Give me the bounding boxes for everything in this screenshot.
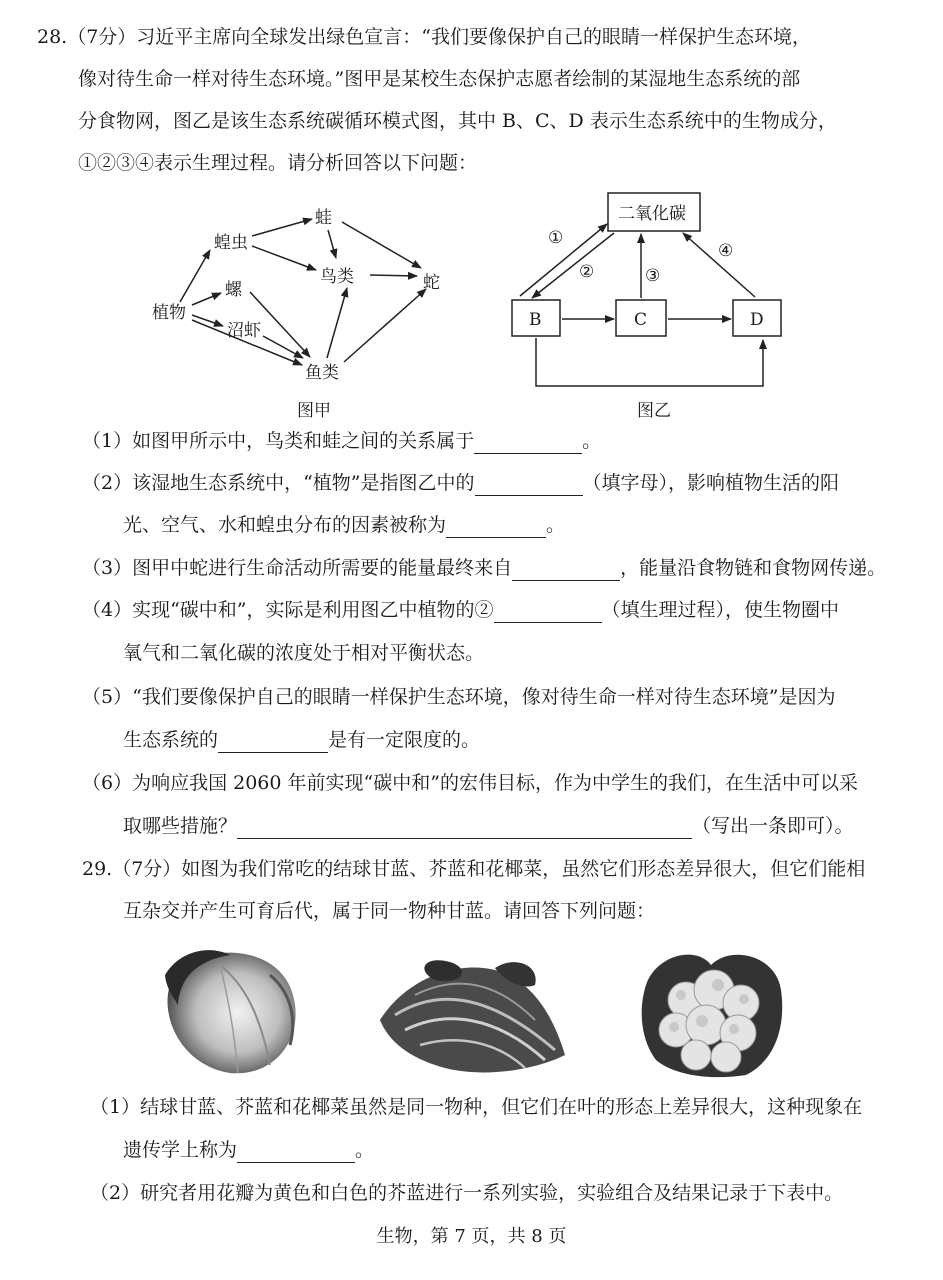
arrow-plant-snail [192,293,221,305]
co2-label: 二氧化碳 [618,204,686,224]
q28-sub2a-text: （2）该湿地生态系统中，“植物”是指图乙中的 [82,472,475,494]
answer-blank[interactable] [475,473,583,496]
node-locust: 蝗虫 [214,233,248,253]
box-c-label: C [634,310,648,330]
arrow-process-2 [532,233,614,298]
q28-sub6b-text: 取哪些措施？ [123,815,238,837]
process-3-label: ③ [645,266,661,286]
process-1-label: ① [548,228,564,248]
q28-sub5a: （5）“我们要像保护自己的眼睛一样保护生态环境，像对待生命一样对待生态环境”是因为 [82,686,836,708]
page-footer: 生物，第 7 页，共 8 页 [376,1226,567,1247]
arrow-frog-bird [328,230,336,258]
q28-sub5b-end: 是有一定限度的。 [328,729,481,751]
node-bird: 鸟类 [320,267,354,287]
answer-blank[interactable] [237,1140,355,1163]
figure-yi-caption: 图乙 [637,401,671,421]
q28-sub1-text: （1）如图甲所示中，鸟类和蛙之间的关系属于 [82,430,475,452]
q29-sub1b-text: 遗传学上称为 [123,1139,238,1161]
arrow-fish-snake [344,289,426,362]
box-d-label: D [750,310,764,330]
arrow-fish-bird [327,288,347,358]
arrow-process-1 [520,224,607,296]
q28-sub1-end: 。 [582,430,602,452]
arrow-bird-snake [370,275,417,276]
q28-sub3 [82,555,886,581]
q29-sub1a: （1）结球甘蓝、芥蓝和花椰菜虽然是同一物种，但它们在叶的形态上差异很大，这种现象在 [90,1096,863,1118]
chinese-kale-image [375,950,570,1078]
node-fish: 鱼类 [305,363,339,383]
cauliflower-image [636,945,786,1080]
node-plant: 植物 [152,303,186,323]
q28-sub3-end: ，能量沿食物链和食物网传递。 [620,557,887,579]
q29-sub1b-end: 。 [355,1139,375,1161]
arrow-locust-bird [252,246,316,270]
q28-sub2b-text: 光、空气、水和蝗虫分布的因素被称为 [123,514,447,536]
q28-stem-line4: ①②③④表示生理过程。请分析回答以下问题： [78,152,478,174]
box-b-label: B [529,310,542,330]
arrow-plant-shrimp [192,315,223,326]
answer-blank[interactable] [237,816,692,839]
q28-sub3-text: （3）图甲中蛇进行生命活动所需要的能量最终来自 [82,557,513,579]
process-4-label: ④ [718,241,734,261]
arrow-plant-locust [180,250,210,302]
answer-blank[interactable] [218,730,328,753]
arrow-shrimp-fish [263,336,303,358]
arrow-frog-snake [342,222,421,268]
q28-sub4a-text: （4）实现“碳中和”，实际是利用图乙中植物的② [82,599,494,621]
node-frog: 蛙 [315,208,332,228]
q29-stem-line1: 29.（7分）如图为我们常吃的结球甘蓝、芥蓝和花椰菜，虽然它们形态差异很大，但它们能相 [82,858,866,880]
q28-sub2b-end: 。 [546,514,566,536]
q29-stem-line2: 互杂交并产生可育后代，属于同一物种甘蓝。请回答下列问题： [123,900,656,922]
q28-sub2a [82,470,839,496]
q28-sub5b-text: 生态系统的 [123,729,219,751]
q28-sub5b [123,727,480,753]
q28-stem-line3: 分食物网，图乙是该生态系统碳循环模式图，其中 B、C、D 表示生态系统中的生物成分， [78,110,837,132]
q28-sub4b: 氧气和二氧化碳的浓度处于相对平衡状态。 [123,642,485,664]
node-snail: 螺 [225,280,242,300]
figure-jia-caption: 图甲 [297,401,331,421]
carbon-cycle-diagram [500,185,800,395]
q28-sub6b-end: （写出一条即可）。 [692,815,854,837]
answer-blank[interactable] [474,431,582,454]
cabbage-image [160,945,305,1080]
q28-stem-line2: 像对待生命一样对待生态环境。”图甲是某校生态保护志愿者绘制的某湿地生态系统的部 [78,68,801,90]
answer-blank[interactable] [512,558,620,581]
process-2-label: ② [579,262,595,282]
q29-sub1b [123,1137,374,1163]
q28-sub2a-end: （填字母），影响植物生活的阳 [582,472,840,494]
answer-blank[interactable] [446,515,546,538]
q28-stem-line1: 28.（7分）习近平主席向全球发出绿色宣言：“我们要像保护自己的眼睛一样保护生态环境， [37,26,812,48]
q28-sub1 [82,428,601,454]
q28-sub6b [123,813,854,839]
node-snake: 蛇 [423,273,440,293]
answer-blank[interactable] [494,600,602,623]
node-shrimp: 沼虾 [227,321,261,341]
q28-sub4a-end: （填生理过程），使生物圈中 [601,599,840,621]
arrow-locust-frog [252,219,312,236]
q28-sub4a [82,597,839,623]
arrow-b-d [536,338,763,386]
q28-sub2b [123,512,565,538]
food-web-diagram [140,195,480,395]
q28-sub6a: （6）为响应我国 2060 年前实现“碳中和”的宏伟目标，作为中学生的我们，在生活中可以采 [82,772,858,794]
q29-sub2: （2）研究者用花瓣为黄色和白色的芥蓝进行一系列实验，实验组合及结果记录于下表中。 [90,1182,844,1204]
